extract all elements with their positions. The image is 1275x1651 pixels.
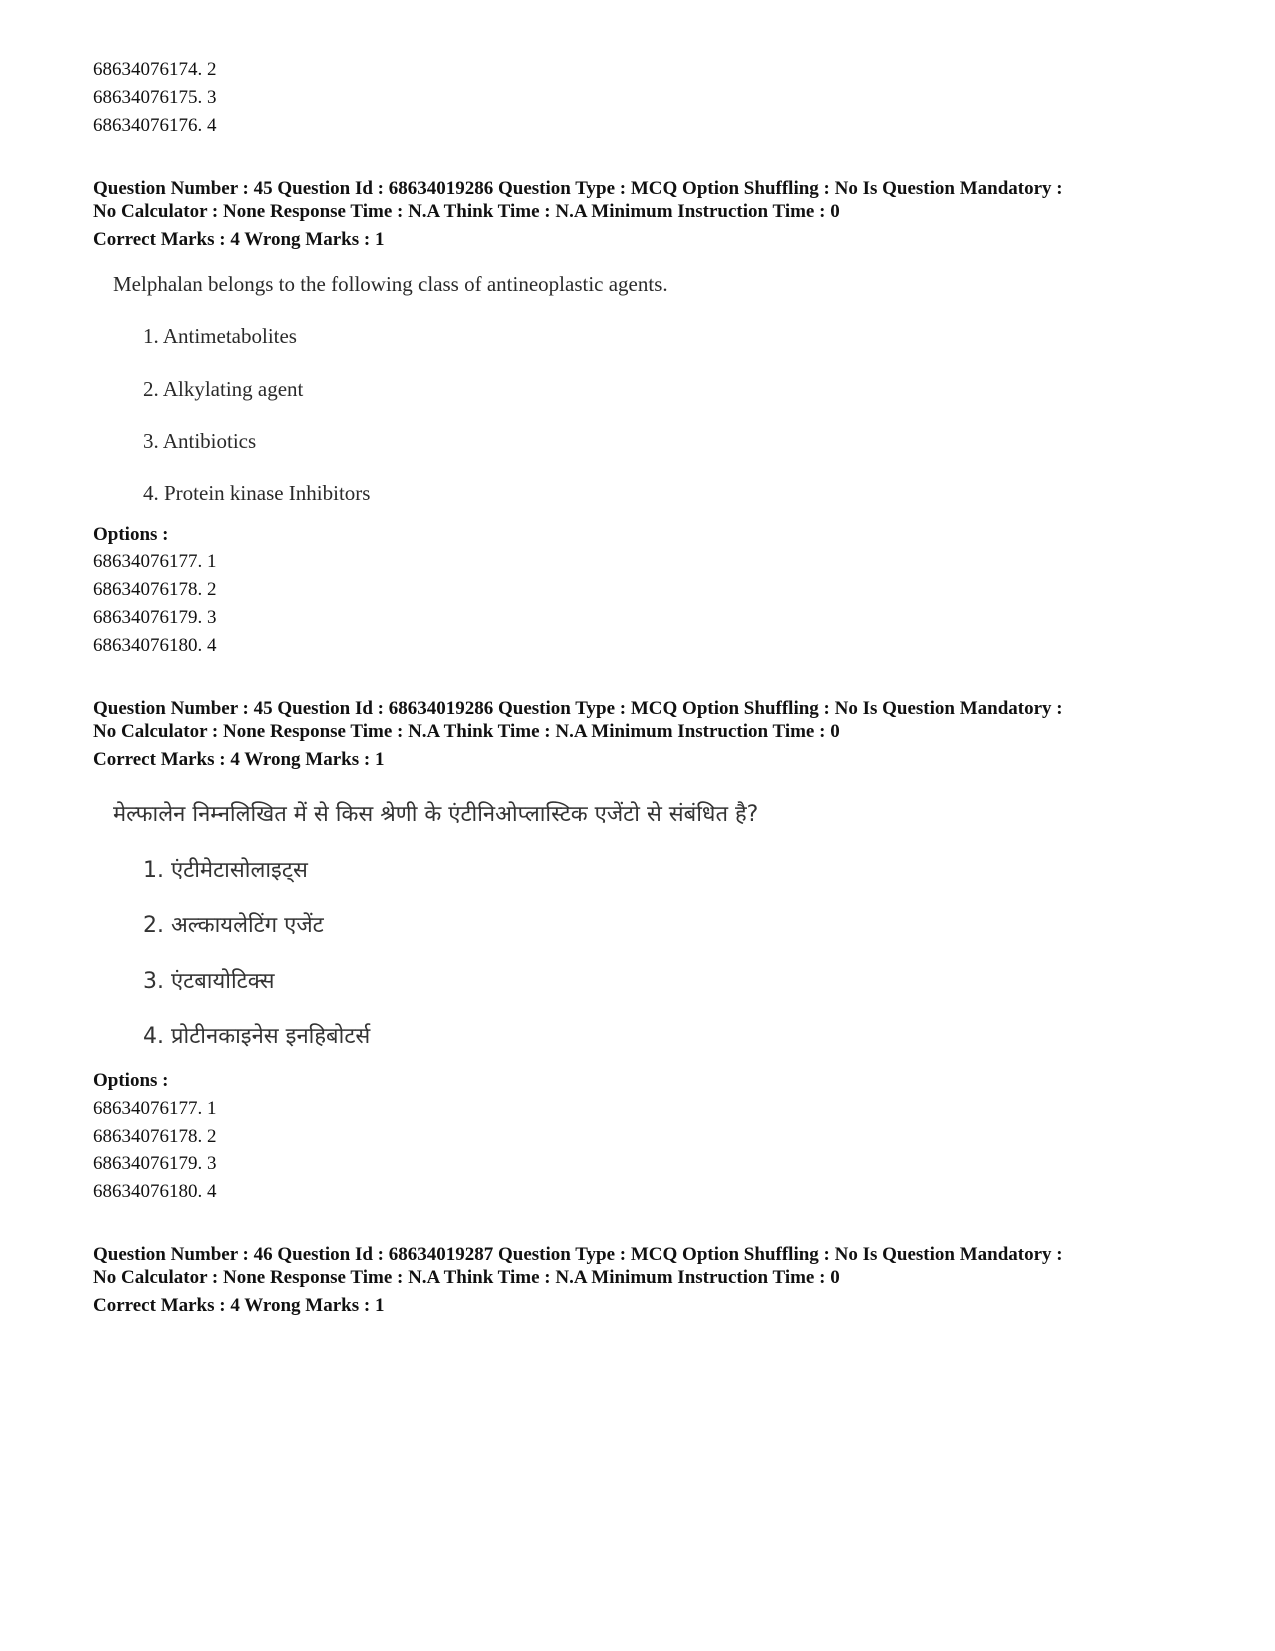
option-line: 68634076177. 1 bbox=[93, 551, 217, 572]
question-header: Question Number : 45 Question Id : 68634019286 Question Type : MCQ Option Shuffling : No Is Question Mandatory : bbox=[93, 178, 1063, 199]
answer-choice: 1. एंटीमेटासोलाइट्स bbox=[143, 858, 308, 883]
question-stem: मेल्फालेन निम्नलिखित में से किस श्रेणी के एंटीनिओप्लास्टिक एजेंटो से संबंधित है? bbox=[113, 802, 759, 827]
answer-choice: 1. Antimetabolites bbox=[143, 324, 297, 348]
option-line: 68634076174. 2 bbox=[93, 59, 217, 80]
question-header: No Calculator : None Response Time : N.A Think Time : N.A Minimum Instruction Time : 0 bbox=[93, 201, 840, 222]
question-stem: Melphalan belongs to the following class of antineoplastic agents. bbox=[113, 272, 668, 296]
options-label: Options : bbox=[93, 524, 169, 545]
option-line: 68634076180. 4 bbox=[93, 1181, 217, 1202]
answer-choice: 3. एंटबायोटिक्स bbox=[143, 969, 275, 994]
question-header: No Calculator : None Response Time : N.A Think Time : N.A Minimum Instruction Time : 0 bbox=[93, 1267, 840, 1288]
question-marks: Correct Marks : 4 Wrong Marks : 1 bbox=[93, 749, 385, 770]
option-line: 68634076178. 2 bbox=[93, 579, 217, 600]
answer-choice: 2. अल्कायलेटिंग एजेंट bbox=[143, 913, 324, 938]
answer-choice: 2. Alkylating agent bbox=[143, 377, 304, 401]
option-line: 68634076175. 3 bbox=[93, 87, 217, 108]
question-marks: Correct Marks : 4 Wrong Marks : 1 bbox=[93, 229, 385, 250]
option-line: 68634076178. 2 bbox=[93, 1126, 217, 1147]
answer-choice: 4. Protein kinase Inhibitors bbox=[143, 481, 371, 505]
question-header: Question Number : 45 Question Id : 68634019286 Question Type : MCQ Option Shuffling : No Is Question Mandatory : bbox=[93, 698, 1063, 719]
question-marks: Correct Marks : 4 Wrong Marks : 1 bbox=[93, 1295, 385, 1316]
question-header: Question Number : 46 Question Id : 68634019287 Question Type : MCQ Option Shuffling : No Is Question Mandatory : bbox=[93, 1244, 1063, 1265]
options-label: Options : bbox=[93, 1070, 169, 1091]
option-line: 68634076177. 1 bbox=[93, 1098, 217, 1119]
option-line: 68634076180. 4 bbox=[93, 635, 217, 656]
option-line: 68634076179. 3 bbox=[93, 607, 217, 628]
option-line: 68634076179. 3 bbox=[93, 1153, 217, 1174]
question-header: No Calculator : None Response Time : N.A Think Time : N.A Minimum Instruction Time : 0 bbox=[93, 721, 840, 742]
answer-choice: 3. Antibiotics bbox=[143, 429, 257, 453]
answer-choice: 4. प्रोटीनकाइनेस इनहिबोटर्स bbox=[143, 1024, 371, 1049]
option-line: 68634076176. 4 bbox=[93, 115, 217, 136]
